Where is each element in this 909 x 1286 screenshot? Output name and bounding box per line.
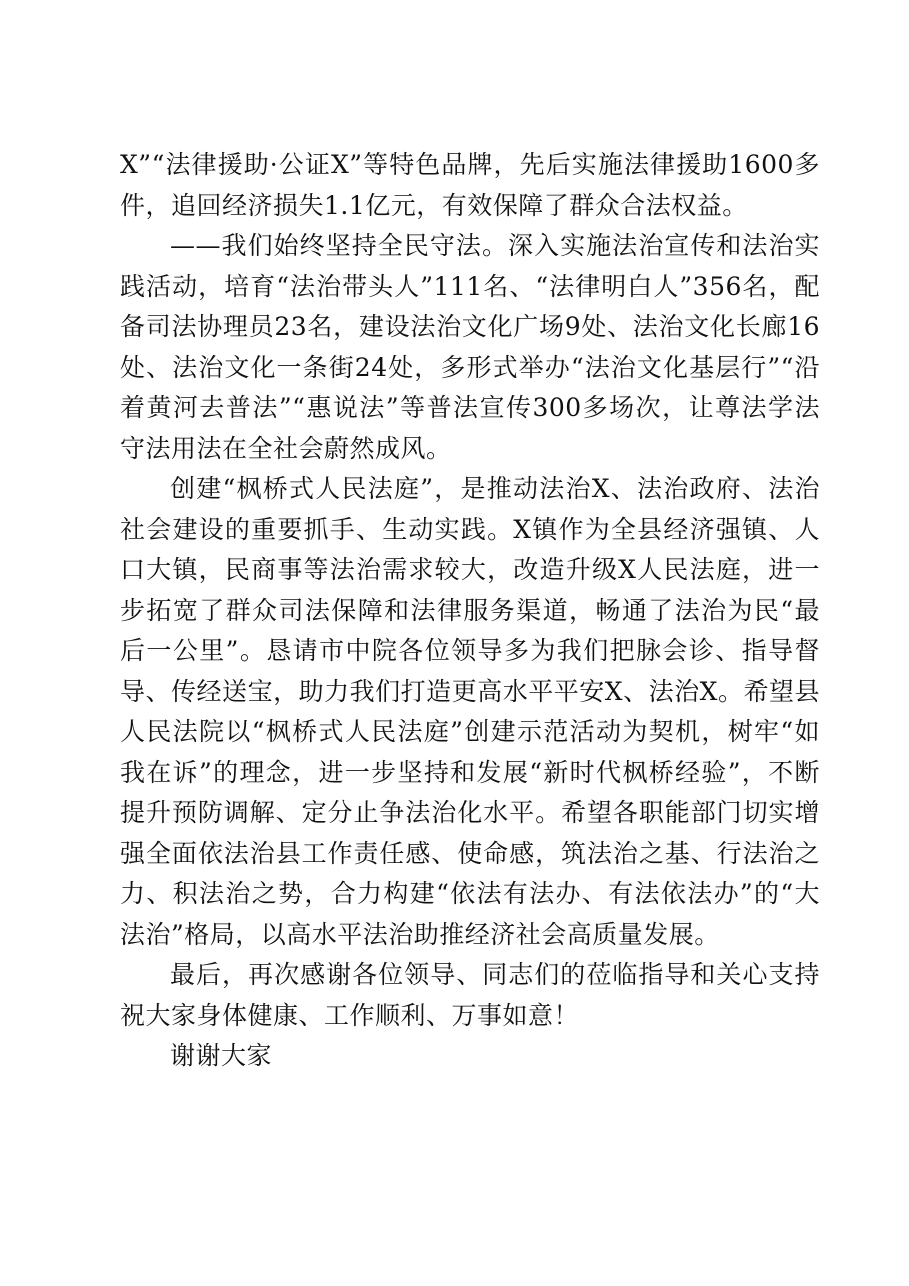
paragraph-legal-aid-continued: X”“法律援助·公证X”等特色品牌，先后实施法律援助1600多件，追回经济损失1.1亿元，有效保障了群众合法权益。 bbox=[120, 150, 820, 220]
paragraph-law-abiding: ——我们始终坚持全民守法。深入实施法治宣传和法治实践活动，培育“法治带头人”111名、“法律明白人”356名，配备司法协理员23名，建设法治文化广场9处、法治文化长廊16处、法治文化一条街24处，多形式举办“法治文化基层行”“沿着黄河去普法”“惠说法”等普法宣传300多场次，让尊法学法守法用法在全社会蔚然成风。 bbox=[120, 231, 820, 463]
paragraph-thank-you: 谢谢大家 bbox=[170, 1041, 273, 1070]
paragraph-fengqiao-court: 创建“枫桥式人民法庭”，是推动法治X、法治政府、法治社会建设的重要抓手、生动实践。X镇作为全县经济强镇、人口大镇，民商事等法治需求较大，改造升级X人民法庭，进一步拓宽了群众司法保障和法律服务渠道，畅通了法治为民“最后一公里”。恳请市中院各位领导多为我们把脉会诊、指导督导、传经送宝，助力我们打造更高水平平安X、法治X。希望县人民法院以“枫桥式人民法庭”创建示范活动为契机，树牢“如我在诉”的理念，进一步坚持和发展“新时代枫桥经验”，不断提升预防调解、定分止争法治化水平。希望各职能部门切实增强全面依法治县工作责任感、使命感，筑法治之基、行法治之力、积法治之势，合力构建“依法有法办、有法依法办”的“大法治”格局，以高水平法治助推经济社会高质量发展。 bbox=[120, 474, 820, 949]
document-body bbox=[120, 145, 820, 1077]
paragraph-closing-thanks: 最后，再次感谢各位领导、同志们的莅临指导和关心支持祝大家身体健康、工作顺利、万事如意！ bbox=[120, 960, 820, 1030]
